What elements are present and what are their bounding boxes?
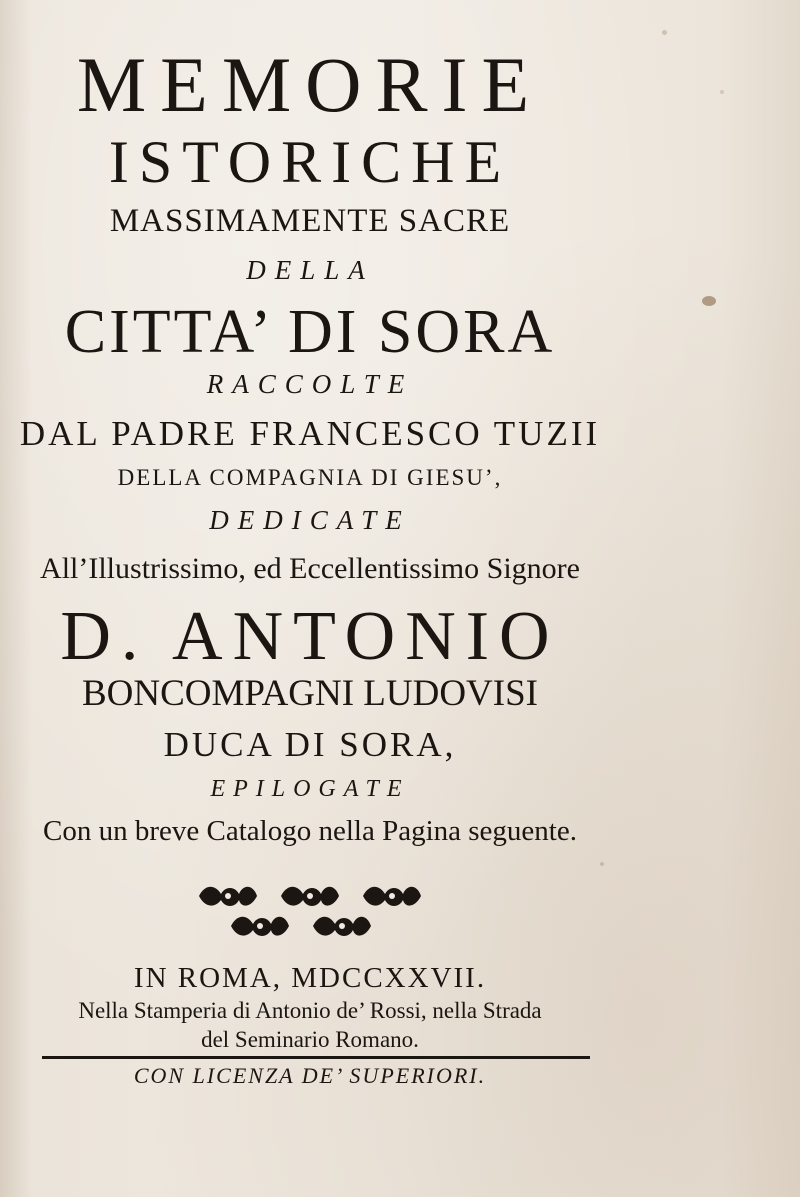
author-line: DAL PADRE FRANCESCO TUZII (19, 414, 601, 453)
dedication-line: All’Illustrissimo, ed Eccellentissimo Signore (40, 552, 580, 585)
della-line: DELLA (246, 255, 374, 285)
license-line: CON LICENZA DE’ SUPERIORI. (133, 1063, 487, 1088)
dedicate-line: DEDICATE (209, 505, 411, 535)
imprint-street: del Seminario Romano. (201, 1027, 419, 1052)
imprint-place-date: IN ROMA, MDCCXXVII. (133, 962, 487, 994)
imprint-printer: Nella Stamperia di Antonio de’ Rossi, nella Strada (78, 998, 542, 1023)
paper-stain (720, 90, 724, 94)
dedicatee-name-2: BONCOMPAGNI LUDOVISI (81, 673, 539, 714)
raccolte-line: RACCOLTE (206, 369, 414, 399)
dedicatee-title: DUCA DI SORA, (163, 725, 457, 764)
paper-stain (600, 862, 604, 866)
paper-stain (662, 30, 667, 35)
dedicatee-name-1: D. ANTONIO (60, 598, 560, 675)
subtitle: MASSIMAMENTE SACRE (109, 203, 511, 239)
epilogate-line: EPILOGATE (210, 776, 410, 802)
catalog-note: Con un breve Catalogo nella Pagina seguente. (43, 815, 577, 847)
society-line: DELLA COMPAGNIA DI GIESU’, (117, 465, 503, 490)
fleuron-ornament-icon (195, 880, 425, 942)
city-title: CITTA’ DI SORA (64, 298, 556, 366)
title-line-memorie: MEMORIE (76, 41, 544, 128)
paper-stain (702, 296, 716, 306)
title-line-istoriche: ISTORICHE (108, 129, 512, 195)
printer-ornament (0, 880, 620, 942)
horizontal-rule (42, 1056, 590, 1059)
